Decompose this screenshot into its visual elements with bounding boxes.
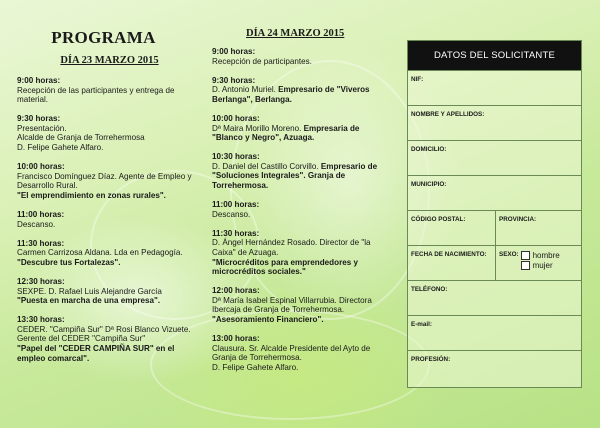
item-title: "Asesoramiento Financiero". [212, 315, 324, 325]
item-title: Empresario de "Viveros Berlanga", Berlanga. [212, 85, 370, 104]
schedule-item [212, 47, 392, 66]
item-time: 9:30 horas: [212, 75, 256, 85]
item-title: "Puesta en marcha de una empresa". [17, 296, 161, 306]
field-label: SEXO: [499, 251, 519, 258]
item-time: 9:00 horas: [17, 76, 61, 85]
schedule-item [17, 239, 202, 268]
item-time: 13:00 horas: [212, 334, 260, 344]
address-field[interactable] [408, 140, 581, 175]
municipality-field[interactable] [408, 175, 581, 210]
item-time: 11:30 horas: [212, 228, 260, 238]
schedule-item [212, 200, 392, 219]
field-label: TELÉFONO: [411, 286, 448, 293]
postal-code-field[interactable] [408, 211, 496, 245]
item-text: D. Ángel Hernández Rosado. Director de "la Caixa" de Azuaga. [212, 238, 371, 257]
item-title: "Descubre tus Fortalezas". [17, 257, 121, 267]
schedule-item [212, 152, 392, 190]
field-label: NIF: [411, 76, 424, 83]
checkbox-female[interactable] [521, 261, 530, 270]
schedule-item [17, 76, 202, 105]
checkbox-male[interactable] [521, 251, 530, 260]
option-male[interactable] [521, 251, 560, 260]
item-time: 12:30 horas: [17, 277, 65, 286]
postal-province-row [408, 210, 581, 245]
day1-heading: DÍA 23 MARZO 2015 [60, 55, 159, 66]
field-label: CÓDIGO POSTAL: [411, 216, 466, 223]
item-text: D. Daniel del Castillo Corvillo. [212, 161, 319, 171]
schedule-item [17, 210, 202, 229]
schedule-item [17, 114, 202, 152]
item-text: SEXPE. D. Rafael Luis Alejandre García [17, 286, 162, 296]
program-day1-column [17, 28, 202, 373]
item-time: 12:00 horas: [212, 286, 260, 296]
profession-field[interactable] [408, 350, 581, 387]
item-text: Francisco Domínguez Díaz. Agente de Empleo y Desarrollo Rural. [17, 171, 192, 191]
field-label: NOMBRE Y APELLIDOS: [411, 111, 485, 118]
field-label: PROFESIÓN: [411, 356, 451, 363]
item-time: 9:00 horas: [212, 47, 256, 56]
schedule-item [212, 229, 392, 277]
schedule-item [212, 286, 392, 324]
item-text: Presentación. [17, 123, 67, 133]
nif-field[interactable] [408, 70, 581, 105]
option-label: mujer [532, 261, 553, 270]
field-label: PROVINCIA: [499, 216, 537, 223]
item-text: Recepción de participantes. [212, 56, 312, 66]
schedule-item [17, 277, 202, 306]
field-label: MUNICIPIO: [411, 181, 447, 188]
name-field[interactable] [408, 105, 581, 140]
item-text: D. Felipe Gahete Alfaro. [17, 143, 104, 153]
phone-field[interactable] [408, 280, 581, 315]
item-text: CEDER. "Campiña Sur" Dª Rosi Blanco Vizuete. Gerente del CEDER "Campiña Sur" [17, 324, 191, 344]
item-text: Dª María Isabel Espinal Villarrubia. Directora Ibercaja de Granja de Torrehermosa. [212, 295, 372, 315]
program-title: PROGRAMA [51, 28, 156, 47]
item-title: "Microcréditos para emprendedores y microcréditos sociales." [212, 257, 358, 277]
email-field[interactable] [408, 315, 581, 350]
item-time: 11:00 horas: [17, 210, 65, 220]
item-text: D. Antonio Muriel. [212, 85, 276, 95]
item-text: Clausura. Sr. Alcalde Presidente del Ayto de Granja de Torrehermosa. [212, 343, 371, 363]
item-text: Descanso. [212, 209, 251, 219]
item-title: "Papel del "CEDER CAMPIÑA SUR" en el empleo comarcal". [17, 344, 175, 363]
item-time: 10:30 horas: [212, 152, 260, 162]
item-text: Carmen Carrizosa Aldana. Lda en Pedagogía. [17, 248, 183, 258]
item-text: D. Felipe Gahete Alfaro. [212, 362, 299, 372]
item-text: Dª Maira Morillo Moreno. [212, 123, 302, 133]
item-title: "El emprendimiento en zonas rurales". [17, 190, 166, 200]
program-day2-column [212, 28, 392, 382]
schedule-item [17, 315, 202, 363]
province-field[interactable] [496, 211, 581, 245]
item-text: Alcalde de Granja de Torrehermosa [17, 133, 145, 143]
schedule-item [212, 334, 392, 372]
option-female[interactable] [521, 261, 560, 270]
field-label: FECHA DE NACIMIENTO: [411, 251, 487, 258]
option-label: hombre [532, 251, 560, 260]
schedule-item [212, 114, 392, 143]
item-title: Empresaria de "Blanco y Negro", Azuaga. [212, 123, 360, 143]
applicant-form [407, 40, 582, 388]
schedule-item [17, 162, 202, 200]
birth-date-field[interactable] [408, 246, 496, 280]
item-time: 13:30 horas: [17, 315, 65, 325]
item-text: Descanso. [17, 219, 56, 229]
field-label: DOMICILIO: [411, 146, 447, 153]
form-title: DATOS DEL SOLICITANTE [408, 41, 581, 70]
day2-heading: DÍA 24 MARZO 2015 [246, 28, 345, 39]
sex-field [496, 246, 581, 280]
field-label: E-mail: [411, 321, 432, 328]
birth-sex-row [408, 245, 581, 280]
item-title: Empresario de "Soluciones Integrales". Granja de Torrehermosa. [212, 161, 378, 191]
item-time: 11:30 horas: [17, 238, 65, 248]
item-time: 10:00 horas: [212, 113, 260, 123]
item-time: 10:00 horas: [17, 162, 65, 172]
item-time: 11:00 horas: [212, 200, 260, 210]
item-time: 9:30 horas: [17, 114, 61, 124]
schedule-item [212, 76, 392, 105]
item-text: Recepción de las participantes y entrega de material. [17, 85, 175, 105]
